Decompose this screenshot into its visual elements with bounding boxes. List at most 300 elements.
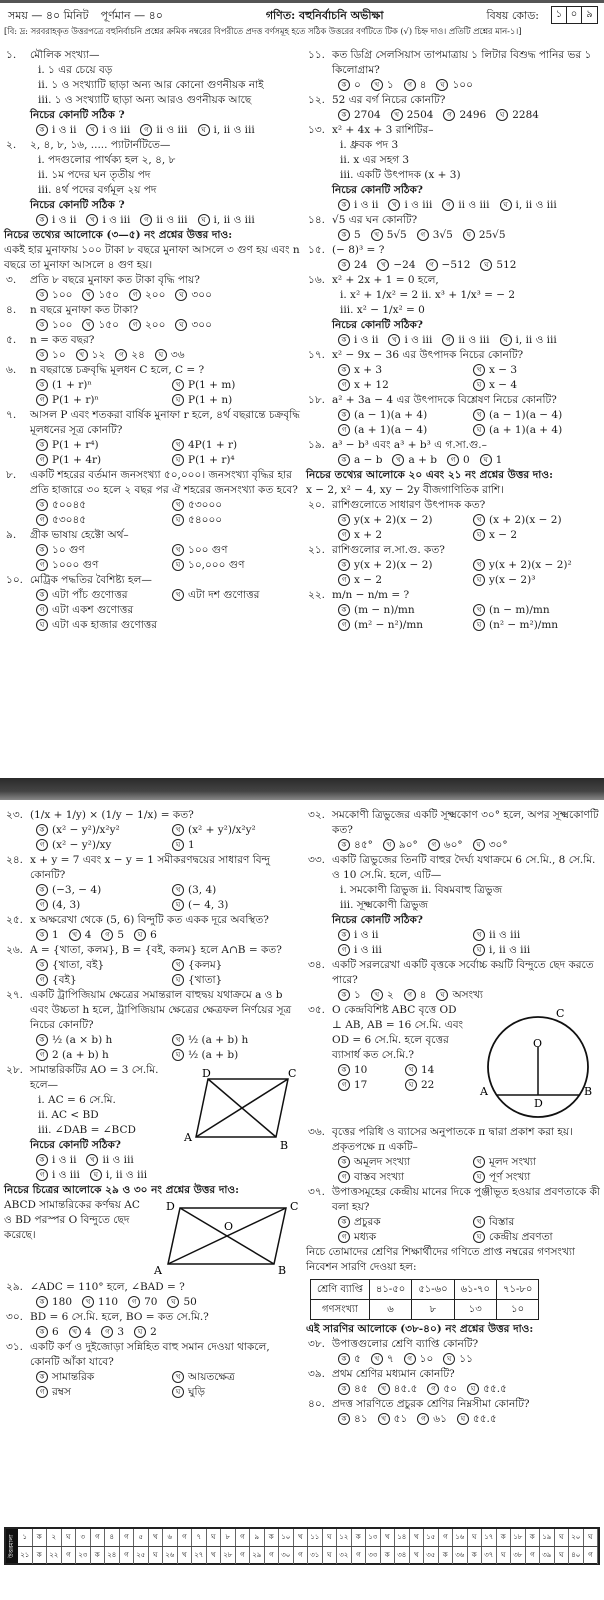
question-text: n বছরে মুনাফা কত টাকা? xyxy=(30,304,139,316)
option-text: (m² − n²)/mn xyxy=(354,619,424,631)
answer-options xyxy=(332,228,602,243)
answer-options xyxy=(30,498,302,528)
option-marker-icon: খ xyxy=(172,439,184,451)
answer-key-cell xyxy=(366,1529,395,1546)
option-text: ১০ xyxy=(52,349,66,361)
answer-key-cell xyxy=(279,1547,308,1564)
figure-label: O xyxy=(224,1220,234,1233)
question-text: বৃত্তের পরিধি ও ব্যাসের অনুপাতকে π দ্বারা প্রকাশ করা হয়। প্রকৃতপক্ষে π একটি– xyxy=(332,1126,573,1153)
figure-label: A xyxy=(184,1131,192,1144)
answer-option xyxy=(172,958,302,973)
option-marker-icon: খ xyxy=(378,1383,390,1395)
answer-option xyxy=(496,108,539,123)
question-৩৭ xyxy=(304,1185,602,1245)
option-marker-icon: খ xyxy=(82,1296,94,1308)
answer-key-number: ২ xyxy=(47,1529,62,1546)
option-text: 24 xyxy=(354,259,368,271)
option-text: ii ও iii xyxy=(102,1154,134,1166)
option-marker-icon: ক xyxy=(36,1154,48,1166)
option-text: x + 2 xyxy=(354,529,383,541)
question-৬ xyxy=(2,363,302,408)
answer-key-choice: ক xyxy=(497,1529,512,1546)
answer-key-number: ৩৭ xyxy=(482,1547,497,1564)
answer-key-cell xyxy=(134,1547,163,1564)
option-text: P(1 + r⁴) xyxy=(52,439,99,451)
option-text: ৪১ xyxy=(354,1413,368,1425)
answer-option xyxy=(473,573,602,588)
option-text: ৫ xyxy=(354,1353,361,1365)
option-text: y(x + 2)(x − 2)² xyxy=(489,559,572,571)
question-৩৪ xyxy=(304,958,602,1003)
answer-key-number: ৪ xyxy=(105,1529,120,1546)
question-number: ২০. xyxy=(308,499,325,511)
answer-option xyxy=(86,1153,133,1168)
option-marker-icon: ক xyxy=(338,929,350,941)
answer-key-choice: গ xyxy=(62,1547,77,1564)
answer-key xyxy=(4,1527,600,1565)
answer-key-cell xyxy=(540,1547,569,1564)
option-text: 22 xyxy=(421,1079,435,1091)
answer-option xyxy=(36,973,166,988)
statement-list xyxy=(30,153,302,198)
question-৩১ xyxy=(2,1340,302,1400)
answer-option xyxy=(473,838,508,853)
answer-option xyxy=(442,333,489,348)
option-marker-icon: খ xyxy=(377,259,389,271)
question-৫ xyxy=(2,333,302,363)
answer-key-cell xyxy=(482,1547,511,1564)
option-marker-icon: গ xyxy=(417,1413,429,1425)
option-marker-icon: গ xyxy=(140,124,152,136)
answer-option xyxy=(82,1295,118,1310)
option-marker-icon: ঘ xyxy=(480,454,492,466)
answer-option xyxy=(36,393,166,408)
option-text: −24 xyxy=(393,259,416,271)
answer-options xyxy=(30,1370,302,1400)
passage-body: x − 2, x² − 4, xy − 2y বীজগাণিতিক রাশি। xyxy=(306,484,504,496)
answer-option xyxy=(338,513,467,528)
answer-option xyxy=(404,78,427,93)
option-text: {কলম} xyxy=(188,959,223,971)
answer-key-number: ২৫ xyxy=(134,1547,149,1564)
question-text: মৌলিক সংখ্যা— xyxy=(30,49,100,61)
question-number: ৮. xyxy=(6,469,17,481)
question-৭ xyxy=(2,408,302,468)
option-text: ১২ xyxy=(91,349,106,361)
question-৩৫ xyxy=(304,1003,602,1125)
option-text: ৫০০৪৫ xyxy=(52,499,87,511)
answer-option xyxy=(447,453,470,468)
page2-left-column xyxy=(2,808,302,1400)
answer-key-cell xyxy=(337,1547,366,1564)
answer-key-cell xyxy=(511,1529,540,1546)
option-marker-icon: খ xyxy=(172,499,184,511)
statement: iii. ৪র্থ পদের বর্গমূল ২য় পদ xyxy=(38,184,157,196)
option-marker-icon: খ xyxy=(388,334,400,346)
answer-option xyxy=(36,438,166,453)
option-marker-icon: গ xyxy=(128,1296,140,1308)
option-marker-icon: খ xyxy=(82,319,94,331)
answer-option xyxy=(405,1063,466,1078)
answer-key-choice: গ xyxy=(236,1547,251,1564)
answer-options xyxy=(332,258,602,273)
option-text: 4 xyxy=(84,1326,92,1338)
option-text: (a + 1)(a + 4) xyxy=(489,424,563,436)
answer-key-cell xyxy=(279,1529,308,1546)
answer-option xyxy=(338,838,373,853)
statement-list xyxy=(30,1093,176,1138)
answer-option xyxy=(338,258,367,273)
answer-option xyxy=(90,1168,147,1183)
option-marker-icon: গ xyxy=(338,619,350,631)
answer-option xyxy=(404,1352,434,1367)
answer-key-number: ৪০ xyxy=(569,1547,584,1564)
answer-option xyxy=(426,258,471,273)
option-marker-icon: ক xyxy=(36,959,48,971)
option-marker-icon: গ xyxy=(338,944,350,956)
option-text: ১ xyxy=(354,989,361,1001)
passage-instruction: নিচের তথ্যের আলোকে (৩—৫) নং প্রশ্নের উত্তর দাও: xyxy=(4,229,233,241)
answer-option xyxy=(36,453,166,468)
option-marker-icon: খ xyxy=(86,214,98,226)
answer-options xyxy=(332,78,602,93)
option-text: x + 12 xyxy=(354,379,389,391)
figure-label: B xyxy=(278,1264,287,1276)
question-১ xyxy=(2,48,302,138)
question-text: (1/x + 1/y) × (1/y − 1/x) = কত? xyxy=(30,809,194,821)
question-number: ১০. xyxy=(6,574,23,586)
answer-key-number: ৩৯ xyxy=(540,1547,555,1564)
answer-option xyxy=(338,988,361,1003)
option-marker-icon: ক xyxy=(36,824,48,836)
answer-option xyxy=(36,898,166,913)
option-marker-icon: ঘ xyxy=(36,619,48,631)
option-marker-icon: গ xyxy=(338,1079,350,1091)
option-text: P(1 + n) xyxy=(188,394,233,406)
answer-key-choice: খ xyxy=(178,1547,193,1564)
option-marker-icon: ক xyxy=(36,379,48,391)
option-marker-icon: গ xyxy=(36,454,48,466)
question-number: ৩৫. xyxy=(308,1004,325,1016)
option-marker-icon: ঘ xyxy=(463,229,475,241)
page-separator xyxy=(0,778,604,800)
option-text: 10 xyxy=(354,1064,368,1076)
option-marker-icon: ঘ xyxy=(175,289,187,301)
answer-option xyxy=(172,558,302,573)
question-prompt: নিচের কোনটি সঠিক? xyxy=(332,914,423,926)
option-text: ii ও iii xyxy=(156,214,188,226)
question-text: (− 8)³ = ? xyxy=(332,244,385,256)
answer-key-cell xyxy=(337,1529,366,1546)
option-text: ৩০০ xyxy=(191,289,212,301)
option-text: মূলদ সংখ্যা xyxy=(489,1156,536,1168)
answer-key-number: ২৭ xyxy=(192,1547,207,1564)
answer-option xyxy=(115,348,145,363)
answer-key-number: ২৮ xyxy=(221,1547,236,1564)
figure-label: C xyxy=(290,1200,299,1213)
option-text: ৫০ xyxy=(443,1383,458,1395)
option-text: ৫৫.৫ xyxy=(472,1413,497,1425)
question-text: a² + 3a − 4 এর উৎপাদকে বিশ্লেষণ নিচের কোনটি? xyxy=(332,394,557,406)
answer-options xyxy=(332,363,602,393)
answer-options xyxy=(30,1153,176,1183)
answer-option xyxy=(36,588,166,603)
question-number: ৪. xyxy=(6,304,17,316)
option-text: ১০০ xyxy=(452,79,473,91)
question-number: ৩৬. xyxy=(308,1126,325,1138)
option-marker-icon: ঘ xyxy=(172,559,184,571)
answer-options xyxy=(332,453,602,468)
question-text: x² − 9x − 36 এর উৎপাদক নিচের কোনটি? xyxy=(332,349,524,361)
passage-text xyxy=(304,1245,602,1320)
answer-options xyxy=(332,838,602,853)
answer-key-number: ৩১ xyxy=(308,1547,323,1564)
answer-key-choice: গ xyxy=(294,1547,309,1564)
option-text: 25√5 xyxy=(478,229,506,241)
answer-option xyxy=(36,603,302,618)
answer-option xyxy=(473,558,602,573)
option-marker-icon: ক xyxy=(36,544,48,556)
answer-key-number: ২৪ xyxy=(105,1547,120,1564)
option-marker-icon: ঘ xyxy=(167,1296,179,1308)
option-marker-icon: ঘ xyxy=(473,1171,485,1183)
option-marker-icon: ক xyxy=(36,439,48,451)
answer-option xyxy=(371,78,394,93)
question-text: মেট্রিক পদ্ধতির বৈশিষ্ট্য হল— xyxy=(30,574,152,586)
option-marker-icon: ঘ xyxy=(436,989,448,1001)
subject-code-label: বিষয় কোড: xyxy=(486,8,539,22)
answer-key-choice: গ xyxy=(91,1529,106,1546)
option-marker-icon: খ xyxy=(371,1353,383,1365)
question-২৯ xyxy=(2,1280,302,1310)
option-marker-icon: খ xyxy=(172,824,184,836)
answer-option xyxy=(172,393,302,408)
answer-option xyxy=(338,943,467,958)
answer-key-number: ৫ xyxy=(134,1529,149,1546)
option-text: ২ xyxy=(386,989,394,1001)
answer-option xyxy=(371,228,407,243)
question-২১ xyxy=(304,543,602,588)
option-text: পূর্ণ সংখ্যা xyxy=(489,1171,531,1183)
passage-body: নিচে তোমাদের শ্রেণির শিক্ষার্থীদের গণিতে প্রাপ্ত নম্বরের গণসংখ্যা নিবেশন সারণি দেওয়া হল: xyxy=(306,1246,575,1273)
option-marker-icon: ঘ xyxy=(172,514,184,526)
answer-key-cell xyxy=(76,1529,105,1546)
option-text: ii ও iii xyxy=(489,929,521,941)
answer-option xyxy=(172,883,302,898)
answer-option xyxy=(338,528,467,543)
question-number: ৩৭. xyxy=(308,1186,325,1198)
option-text: 3 xyxy=(117,1326,125,1338)
answer-key-number: ১০ xyxy=(279,1529,294,1546)
answer-key-choice: ঘ xyxy=(207,1529,222,1546)
option-text: এটা এক হাজার গুণোত্তর xyxy=(52,619,158,631)
option-marker-icon: ক xyxy=(338,559,350,571)
option-text: (− 4, 3) xyxy=(188,899,229,911)
answer-key-choice: গ xyxy=(352,1547,367,1564)
option-text: ১০০০ গুণ xyxy=(52,559,99,571)
frequency-table xyxy=(310,1279,539,1320)
option-text: বাস্তব সংখ্যা xyxy=(354,1171,405,1183)
answer-key-choice: গ xyxy=(120,1529,135,1546)
option-text: i ও iii xyxy=(354,944,382,956)
question-৩৯ xyxy=(304,1367,602,1397)
option-text: 5 xyxy=(117,929,125,941)
option-text: ৯০° xyxy=(398,839,418,851)
answer-options xyxy=(30,1295,302,1310)
answer-key-number: ২৩ xyxy=(76,1547,91,1564)
answer-key-choice: খ xyxy=(207,1547,222,1564)
answer-key-choice: ঘ xyxy=(497,1547,512,1564)
option-marker-icon: খ xyxy=(388,199,400,211)
figure-label: B xyxy=(280,1139,289,1151)
answer-option xyxy=(36,823,166,838)
option-text: (x + 2)(x − 2) xyxy=(489,514,562,526)
answer-option xyxy=(36,838,166,853)
option-marker-icon: খ xyxy=(172,589,184,601)
page2-right-column xyxy=(304,808,602,1427)
option-text: ½ (a + b) xyxy=(188,1049,239,1061)
option-marker-icon: ক xyxy=(36,1371,48,1383)
question-১৩ xyxy=(304,123,602,213)
answer-key-cell xyxy=(192,1529,221,1546)
question-prompt: নিচের কোনটি সঠিক? xyxy=(332,319,423,331)
option-marker-icon: ঘ xyxy=(172,394,184,406)
option-text: i ও ii xyxy=(354,199,379,211)
answer-option xyxy=(338,1230,467,1245)
option-marker-icon: খ xyxy=(76,349,88,361)
option-text: অমূলদ সংখ্যা xyxy=(354,1156,411,1168)
answer-key-choice: ঘ xyxy=(555,1529,570,1546)
question-৪ xyxy=(2,303,302,333)
option-marker-icon: খ xyxy=(172,544,184,556)
exam-title: গণিত: বহুনির্বাচনি অভীক্ষা xyxy=(265,8,384,22)
exam-time: সময় — ৪০ মিনিট xyxy=(8,8,89,22)
option-text: ২৪ xyxy=(131,349,145,361)
answer-key-choice: ক xyxy=(33,1529,48,1546)
answer-option xyxy=(436,988,483,1003)
option-marker-icon: গ xyxy=(338,529,350,541)
answer-options xyxy=(30,378,302,408)
option-marker-icon: গ xyxy=(404,989,416,1001)
option-text: ১০ xyxy=(419,1353,434,1365)
option-text: (a + 1)(a − 4) xyxy=(354,424,428,436)
answer-options xyxy=(30,1325,302,1340)
answer-options xyxy=(30,588,302,633)
option-text: 512 xyxy=(496,259,517,271)
table-cell: ৪১-৫০ xyxy=(369,1280,411,1300)
answer-option xyxy=(36,1295,72,1310)
question-৩৩ xyxy=(304,853,602,958)
option-text: (n² − m²)/mn xyxy=(489,619,559,631)
option-text: 6 xyxy=(52,1326,59,1338)
subject-code-digit: ১ xyxy=(552,7,567,23)
option-text: a + b xyxy=(408,454,437,466)
answer-key-number: ১২ xyxy=(337,1529,352,1546)
answer-option xyxy=(198,123,255,138)
question-text: প্রদত্ত সারণিতে প্রচুরক শ্রেণির নিম্নসীমা কোনটি? xyxy=(332,1398,530,1410)
option-text: 4P(1 + r) xyxy=(188,439,238,451)
table-cell: ৬১-৭০ xyxy=(454,1280,496,1300)
option-marker-icon: ঘ xyxy=(473,379,485,391)
option-marker-icon: গ xyxy=(115,349,127,361)
option-marker-icon: গ xyxy=(426,259,438,271)
option-marker-icon: ক xyxy=(36,1034,48,1046)
answer-key-cell xyxy=(482,1529,511,1546)
option-marker-icon: ঘ xyxy=(155,349,167,361)
option-marker-icon: খ xyxy=(69,1326,81,1338)
answer-option xyxy=(36,318,72,333)
question-number: ৩৩. xyxy=(308,854,325,866)
answer-option xyxy=(338,1063,399,1078)
answer-option xyxy=(140,123,187,138)
option-text: P(1 + r)⁴ xyxy=(188,454,235,466)
answer-key-choice: ক xyxy=(352,1529,367,1546)
option-text: 110 xyxy=(98,1296,119,1308)
statement: i. পদগুলোর পার্থক্য হল ২, ৪, ৮ xyxy=(38,154,176,166)
option-text: ০ xyxy=(354,79,361,91)
answer-option xyxy=(36,1168,80,1183)
answer-key-cell xyxy=(569,1529,598,1546)
answer-key-cell xyxy=(511,1547,540,1564)
question-text: সামান্তরিকটির AO = 3 সে.মি. হলে— xyxy=(30,1064,159,1091)
option-marker-icon: ক xyxy=(338,1064,350,1076)
answer-key-row xyxy=(18,1547,598,1564)
answer-key-number: ১ xyxy=(18,1529,33,1546)
answer-key-cell xyxy=(569,1547,598,1564)
option-text: ৪ xyxy=(419,989,427,1001)
option-marker-icon: খ xyxy=(473,604,485,616)
question-text: n = কত বছর? xyxy=(30,334,95,346)
statement: i. x² + 1/x² = 2 ii. x³ + 1/x³ = − 2 xyxy=(340,289,516,301)
question-number: ৩২. xyxy=(308,809,325,821)
question-১৬ xyxy=(304,273,602,348)
answer-option xyxy=(405,1078,466,1093)
answer-option xyxy=(172,823,302,838)
answer-option xyxy=(36,958,166,973)
answer-options xyxy=(332,1382,602,1397)
answer-options xyxy=(332,558,602,588)
option-marker-icon: গ xyxy=(442,334,454,346)
answer-option xyxy=(338,1155,467,1170)
option-marker-icon: ঘ xyxy=(500,199,512,211)
question-number: ১২. xyxy=(308,94,325,106)
answer-option xyxy=(427,1382,457,1397)
answer-key-cell xyxy=(18,1529,47,1546)
figure-label: C xyxy=(288,1067,297,1080)
answer-key-choice: গ xyxy=(526,1547,541,1564)
option-text: এটা একশ গুণোত্তর xyxy=(52,604,134,616)
answer-option xyxy=(172,513,302,528)
question-prompt: নিচের কোনটি সঠিক ? xyxy=(30,199,125,211)
question-number: ২২. xyxy=(308,589,325,601)
question-১৮ xyxy=(304,393,602,438)
option-text: ৫১ xyxy=(393,1413,408,1425)
question-text: আসল P এবং শতকরা বার্ষিক মুনাফা r হলে, ৪র্থ বছরান্তে চক্রবৃদ্ধি মূলধনের সূত্র কোনটি? xyxy=(30,409,300,436)
option-marker-icon: ক xyxy=(338,989,350,1001)
option-marker-icon: গ xyxy=(442,199,454,211)
answer-key-number: ২০ xyxy=(569,1529,584,1546)
question-prompt: নিচের কোনটি সঠিক ? xyxy=(30,109,125,121)
exam-marks: পূর্ণমান — ৪০ xyxy=(100,8,163,22)
answer-key-cell xyxy=(221,1529,250,1546)
answer-key-cell xyxy=(308,1547,337,1564)
answer-option xyxy=(473,1155,602,1170)
answer-option xyxy=(338,1412,368,1427)
answer-key-choice: ঘ xyxy=(149,1547,164,1564)
option-marker-icon: খ xyxy=(473,514,485,526)
answer-key-number: ৮ xyxy=(221,1529,236,1546)
option-text: y(x + 2)(x − 2) xyxy=(354,559,433,571)
